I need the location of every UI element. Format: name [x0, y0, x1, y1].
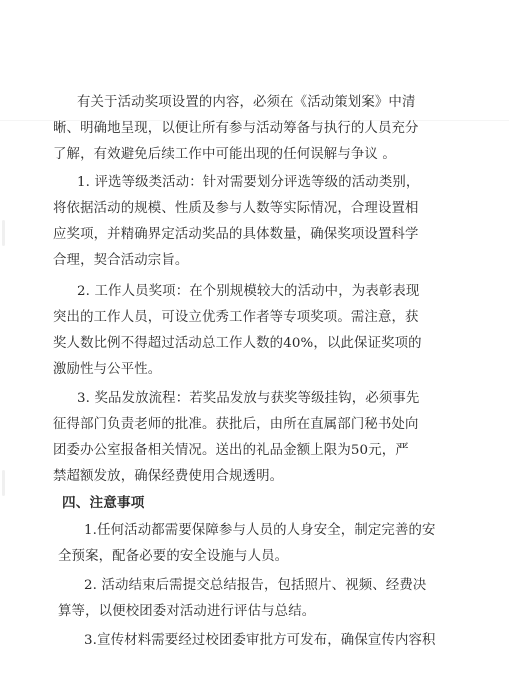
item1-line-3: 应奖项，并精确界定活动奖品的具体数量，确保奖项设置科学 — [53, 227, 419, 242]
item2-line-1: 2. 工作人员奖项：在个别规模较大的活动中，为表彰表现 — [77, 284, 420, 299]
item1-line-2: 将依据活动的规模、性质及参与人数等实际情况，合理设置相 — [53, 201, 419, 216]
item3-line-3: 团委办公室报备相关情况。送出的礼品金额上限为50元，严 — [53, 443, 409, 458]
item1-line-4: 合理，契合活动宗旨。 — [53, 253, 189, 268]
item2-line-3: 奖人数比例不得超过活动总工作人数的40%，以此保证奖项的 — [53, 336, 422, 351]
item3-line-4: 禁超额发放，确保经费使用合规透明。 — [53, 469, 284, 484]
binding-mark — [2, 220, 5, 246]
note2-line-1: 2. 活动结束后需提交总结报告，包括照片、视频、经费决 — [84, 578, 427, 593]
note3-line-1: 3.宣传材料需要经过校团委审批方可发布，确保宣传内容积 — [84, 633, 436, 648]
note1-line-2: 全预案，配备必要的安全设施与人员。 — [58, 549, 289, 564]
item2-line-2: 突出的工作人员，可设立优秀工作者等专项奖项。需注意，获 — [53, 310, 419, 325]
section-heading: 四、注意事项 — [62, 495, 145, 511]
item1-line-1: 1. 评选等级类活动：针对需要划分评选等级的活动类别， — [77, 175, 420, 190]
note2-line-2: 算等，以便校团委对活动进行评估与总结。 — [58, 604, 316, 619]
item3-line-1: 3. 奖品发放流程：若奖品发放与获奖等级挂钩，必须事先 — [77, 391, 420, 406]
binding-mark — [2, 470, 5, 496]
item3-line-2: 征得部门负责老师的批准。获批后，由所在直属部门秘书处向 — [53, 417, 419, 432]
intro-line-3: 了解，有效避免后续工作中可能出现的任何误解与争议 。 — [53, 147, 396, 162]
intro-line-1: 有关于活动奖项设置的内容，必须在《活动策划案》中清 — [77, 95, 416, 110]
item2-line-4: 激励性与公平性。 — [53, 362, 162, 377]
intro-line-2: 晰、明确地呈现，以便让所有参与活动筹备与执行的人员充分 — [53, 121, 419, 136]
note1-line-1: 1.任何活动都需要保障参与人员的人身安全，制定完善的安 — [84, 523, 436, 538]
